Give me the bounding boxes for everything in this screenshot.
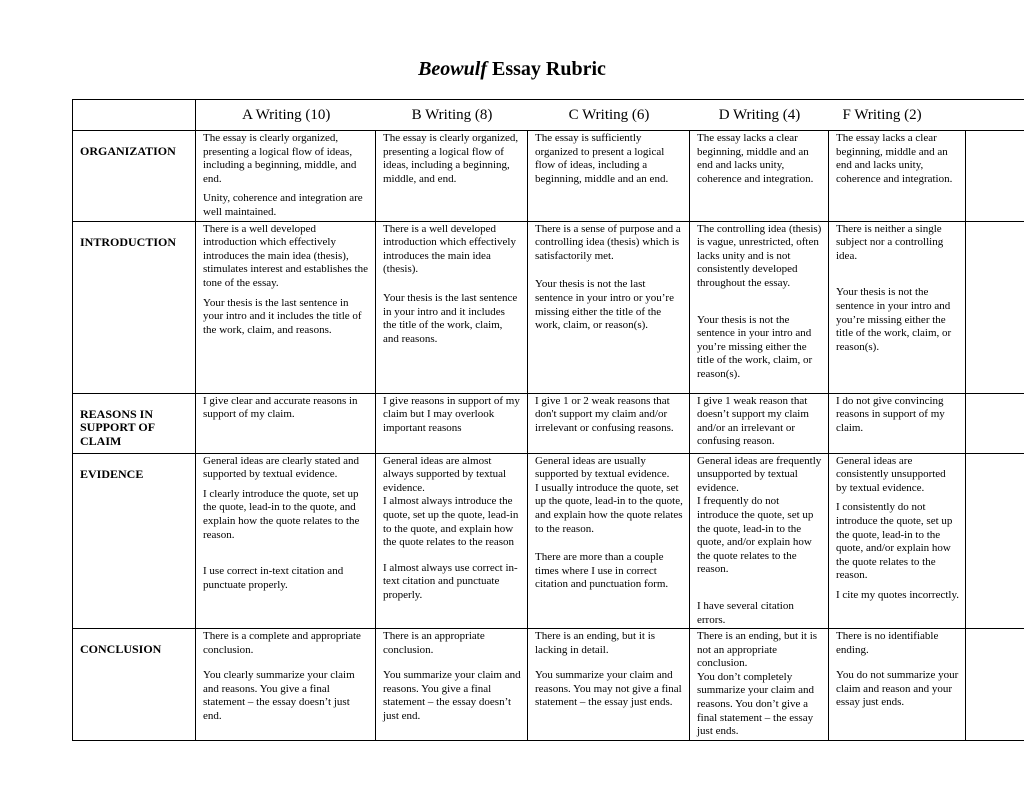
cell-text: I give clear and accurate reasons in support of my claim. (203, 394, 358, 421)
cell-reasons-b (376, 393, 528, 453)
cell-text: I do not give convincing reasons in support of my claim. (836, 394, 945, 434)
cell-text: The essay lacks a clear beginning, middle and an end and lacks unity, coherence and integration. (836, 132, 953, 185)
cell-text: You do not summarize your claim and reason and your essay just ends. (836, 669, 959, 709)
header-blank (73, 100, 196, 131)
cell-intro-a (196, 221, 376, 393)
cell-text: The essay lacks a clear beginning, middle and an end and lacks unity, coherence and integration. (697, 132, 814, 185)
criterion-label: EVIDENCE (80, 466, 144, 481)
cell-text: The essay is clearly organized, presenting a logical flow of ideas, including a beginning, middle, and end. (203, 132, 357, 185)
rubric-table (72, 99, 1024, 741)
cell-conclusion-b (376, 629, 528, 741)
cell-reasons-a (196, 393, 376, 453)
cell-evidence-f (829, 453, 966, 629)
cell-text: You clearly summarize your claim and reasons. You give a final statement – the essay doesn’t just end. (203, 669, 355, 723)
cell-text: General ideas are usually supported by textual evidence. (535, 454, 670, 481)
cell-text: There is an appropriate conclusion. (383, 630, 485, 656)
cell-text: There is an ending, but it is lacking in detail. (535, 630, 656, 656)
cell-intro-c (528, 221, 690, 393)
cell-text: General ideas are consistently unsupported by textual evidence. (836, 454, 946, 494)
criterion-organization (73, 131, 196, 222)
cell-evidence-a (196, 453, 376, 629)
cell-text: I usually introduce the quote, set up the quote, lead-in to the quote, and explain how the quote relates to the reason. (535, 481, 683, 535)
row-evidence (73, 453, 1024, 629)
cell-text: Your thesis is the last sentence in your intro and it includes the title of the work, claim, and reasons. (203, 296, 362, 336)
cell-org-c (528, 131, 690, 222)
cell-text: The essay is sufficiently organized to present a logical flow of ideas, including a beginning, middle and an end. (535, 132, 669, 185)
cell-text: I give reasons in support of my claim but I may overlook important reasons (383, 394, 520, 434)
row-reasons (73, 393, 1024, 453)
cell-text: Your thesis is not the last sentence in your intro or you’re missing either the title of the work, claim, or reason(s). (535, 278, 674, 332)
cell-reasons-f (829, 393, 966, 453)
header-c: C Writing (6) (528, 100, 690, 131)
cell-text: You don’t completely summarize your claim and reasons. You don’t give a final statement – the essay just ends. (697, 670, 814, 738)
cell-intro-extra (966, 221, 1024, 393)
cell-text: General ideas are almost always supported by textual evidence. (383, 454, 507, 494)
cell-evidence-extra (966, 453, 1024, 629)
row-organization (73, 131, 1024, 222)
cell-text: Unity, coherence and integration are well maintained. (203, 192, 363, 218)
cell-text: There are more than a couple times where I use in correct citation and punctuation form. (535, 551, 669, 591)
criterion-evidence (73, 453, 196, 629)
title-rest: Essay Rubric (487, 58, 606, 80)
header-d: D Writing (4) (690, 100, 829, 131)
criterion-conclusion (73, 629, 196, 741)
cell-text: There is a well developed introduction which effectively introduces the main idea (thesis), stimulates interest and establishes the tone of the essay. (203, 222, 368, 289)
cell-conclusion-d (690, 629, 829, 741)
cell-intro-b (376, 221, 528, 393)
cell-evidence-b (376, 453, 528, 629)
row-introduction (73, 221, 1024, 393)
cell-org-f (829, 131, 966, 222)
cell-evidence-d (690, 453, 829, 629)
cell-text: You summarize your claim and reasons. You give a final statement – the essay doesn’t just end. (383, 669, 521, 723)
cell-conclusion-a (196, 629, 376, 741)
cell-text: There is a well developed introduction which effectively introduces the main idea (thesis). (383, 222, 516, 276)
criterion-label: CONCLUSION (80, 642, 162, 657)
cell-text: I give 1 weak reason that doesn’t support my claim and/or an irrelevant or confusing reason. (697, 394, 809, 448)
cell-conclusion-f (829, 629, 966, 741)
cell-org-a (196, 131, 376, 222)
cell-text: I have several citation errors. (697, 599, 794, 626)
cell-text: There is neither a single subject nor a controlling idea. (836, 222, 944, 262)
row-conclusion (73, 629, 1024, 741)
cell-text: I frequently do not introduce the quote, set up the quote, lead-in to the quote, and/or explain how the quote relates to the reason. (697, 495, 814, 576)
cell-reasons-extra (966, 393, 1024, 453)
cell-text: General ideas are clearly stated and supported by textual evidence. (203, 454, 360, 481)
cell-reasons-d (690, 393, 829, 453)
cell-text: I almost always introduce the quote, set up the quote, lead-in to the quote, and explain how the quote relates to the reason (383, 495, 519, 549)
cell-text: Your thesis is the last sentence in your intro and it includes the title of the work, claim, and reasons. (383, 291, 518, 345)
header-f: F Writing (2) (829, 100, 966, 131)
header-extra (966, 100, 1024, 131)
cell-text: You summarize your claim and reasons. You may not give a final statement – the essay just ends. (535, 669, 682, 709)
cell-org-b (376, 131, 528, 222)
cell-text: I cite my quotes incorrectly. (836, 588, 959, 601)
title-italic: Beowulf (418, 58, 487, 80)
cell-reasons-c (528, 393, 690, 453)
cell-org-d (690, 131, 829, 222)
cell-text: General ideas are frequently unsupported by textual evidence. (697, 454, 822, 494)
cell-text: I clearly introduce the quote, set up the quote, lead-in to the quote, and explain how the quote relates to the reason. (203, 487, 360, 541)
cell-text: I give 1 or 2 weak reasons that don't support my claim and/or irrelevant or confusing reasons. (535, 394, 674, 434)
cell-conclusion-c (528, 629, 690, 741)
cell-intro-f (829, 221, 966, 393)
cell-text: I consistently do not introduce the quote, set up the quote, lead-in to the quote, and/or explain how the quote relates to the reason. (836, 501, 953, 582)
cell-text: The essay is clearly organized, presenting a logical flow of ideas, including a beginning, middle, and end. (383, 132, 519, 185)
cell-text: There is a sense of purpose and a controlling idea (thesis) which is satisfactorily met. (535, 222, 681, 262)
cell-org-extra (966, 131, 1024, 222)
criterion-reasons (73, 393, 196, 453)
header-a: A Writing (10) (196, 100, 376, 131)
cell-text: I use correct in-text citation and punctuate properly. (203, 565, 344, 591)
cell-text: There is an ending, but it is not an appropriate conclusion. (697, 630, 818, 670)
criterion-introduction (73, 221, 196, 393)
cell-conclusion-extra (966, 629, 1024, 741)
criterion-label: INTRODUCTION (80, 234, 177, 249)
cell-text: Your thesis is not the sentence in your intro and you’re missing either the title of the work, claim, or reason(s). (836, 286, 952, 353)
cell-text: Your thesis is not the sentence in your intro and you’re missing either the title of the work, claim, or reason(s). (697, 313, 813, 380)
cell-intro-d (690, 221, 829, 393)
criterion-label: REASONS IN SUPPORT OF CLAIM (80, 406, 155, 448)
cell-text: The controlling idea (thesis) is vague, unrestricted, often lacks unity and is not consistently developed throughout the essay. (697, 222, 822, 289)
cell-evidence-c (528, 453, 690, 629)
criterion-label: ORGANIZATION (80, 144, 176, 158)
cell-text: I almost always use correct in-text citation and punctuate properly. (383, 561, 518, 601)
cell-text: There is no identifiable ending. (836, 630, 939, 656)
page-title (0, 58, 1024, 81)
cell-text: There is a complete and appropriate conclusion. (203, 630, 361, 656)
header-row (73, 100, 1024, 131)
header-b: B Writing (8) (376, 100, 528, 131)
